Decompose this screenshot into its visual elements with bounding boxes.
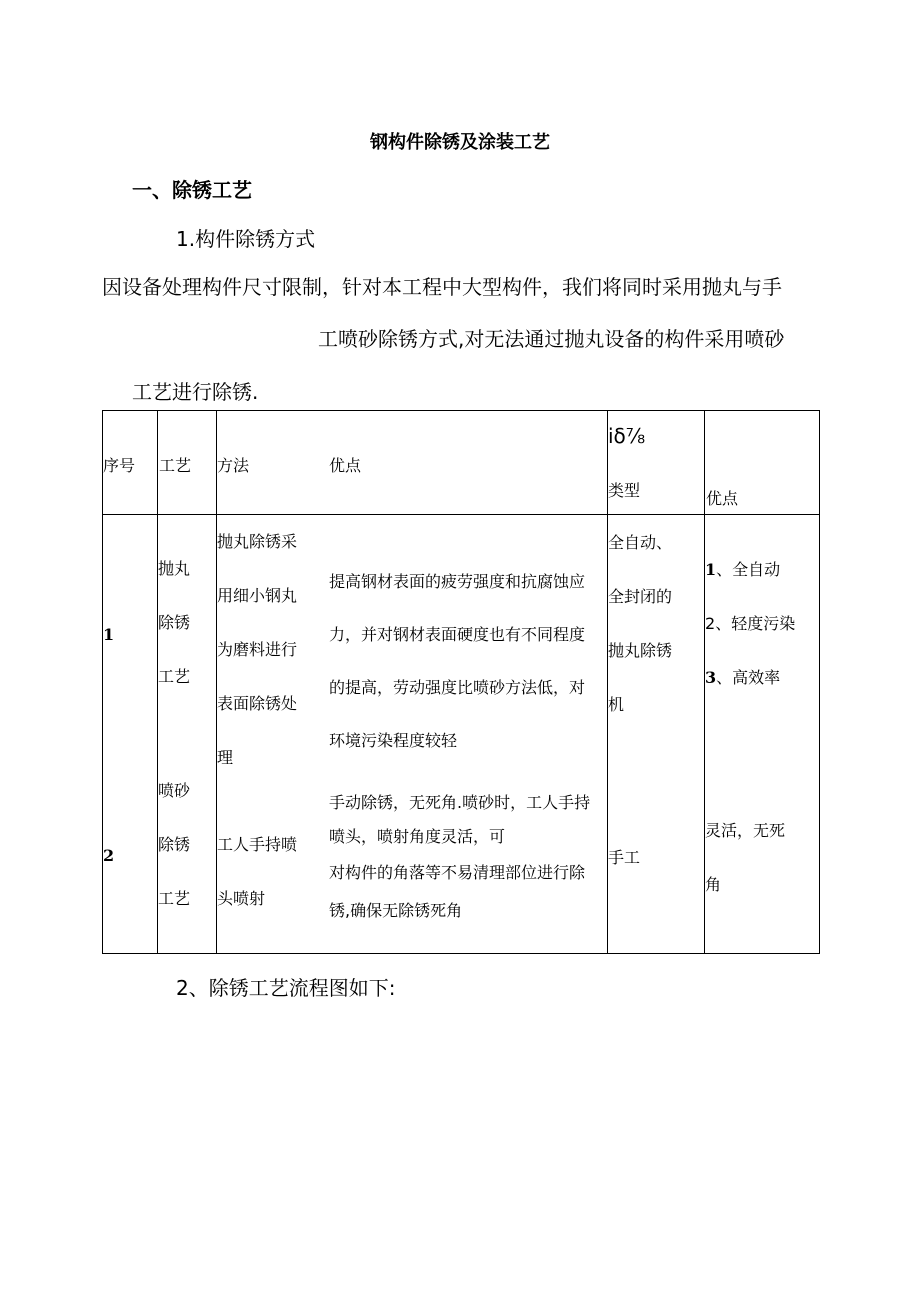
row-1-advantages-line: 的提高，劳动强度比喷砂方法低，对 [329,678,586,697]
header-process: 工艺 [159,456,192,475]
row-1-advantage-item [705,543,795,597]
table-border-top [102,410,820,411]
row-1-advantage-text: 、高效率 [716,668,781,687]
row-1-advantage-number: 3 [705,668,717,687]
row-1-method-line: 理 [217,748,234,767]
row-1-process [158,542,190,704]
row-1-advantages-2 [705,543,795,705]
row-2-advantages-line: 手动除锈，无死角.喷砂时，工人手持 [329,793,591,812]
row-2-advantages [329,780,590,924]
table-border-left [102,410,103,954]
row-1-process-line: 抛丸 [158,559,191,578]
row-2-method-line: 头喷射 [217,889,266,908]
row-1-no: 1 [103,625,115,644]
row-1-advantages [329,555,585,767]
row-1-advantage-number: 1 [705,560,717,579]
header-no: 序号 [103,456,136,475]
row-1-advantages-line: 环境污染程度较轻 [329,731,458,750]
rust-removal-table [102,410,820,954]
header-equipment-type: 类型 [608,481,641,500]
table-header-divider [102,514,820,515]
header-method: 方法 [217,456,250,475]
paragraph-line-1: 因设备处理构件尺寸限制，针对本工程中大型构件，我们将同时采用抛丸与手 [102,275,782,299]
row-2-process [158,764,190,926]
row-2-advantages-2-line: 角 [705,875,722,894]
row-2-advantages-2 [705,804,785,912]
document-title: 钢构件除锈及涂装工艺 [370,132,550,153]
row-1-advantage-item [705,597,795,651]
row-1-method-line: 用细小钢丸 [217,586,298,605]
header-advantages: 优点 [329,456,362,475]
row-2-method-line: 工人手持喷 [217,835,298,854]
row-1-method-line: 为磨料进行 [217,640,298,659]
row-1-advantage-item [705,651,795,705]
header-advantages-2: 优点 [706,489,739,508]
table-border-right [819,410,820,954]
row-1-method-line: 表面除锈处 [217,694,298,713]
row-1-advantage-number: 2 [705,614,716,633]
paragraph-line-3: 工艺进行除锈. [132,380,259,404]
row-2-process-line: 工艺 [158,889,191,908]
row-2-advantages-2-line: 灵活，无死 [705,821,786,840]
row-1-method [217,515,297,785]
row-1-equipment-line: 全封闭的 [608,587,673,606]
table-border-bottom [102,953,820,954]
row-1-equipment-line: 全自动、 [608,533,673,552]
paragraph-line-2: 工喷砂除锈方式,对无法通过抛丸设备的构件采用喷砂 [318,327,785,351]
row-2-equipment: 手工 [608,848,641,867]
row-1-process-line: 工艺 [158,667,191,686]
row-2-no: 2 [103,846,115,865]
header-equipment-glyph: iδ⅞ [608,424,646,448]
row-1-advantage-text: 、轻度污染 [715,614,796,633]
subheading-rust-removal-method: 1.构件除锈方式 [176,227,316,251]
row-2-advantages-line: 对构件的角落等不易清理部位进行除 [329,863,586,882]
row-2-process-line: 除锈 [158,835,191,854]
section-heading-rust-removal: 一、除锈工艺 [132,178,252,202]
row-1-process-line: 除锈 [158,613,191,632]
row-1-equipment-line: 机 [608,695,625,714]
row-2-method [217,818,297,926]
row-2-advantages-line: 锈,确保无除锈死角 [329,901,463,920]
row-2-advantages-line: 喷头，喷射角度灵活，可 [329,827,506,846]
row-1-equipment [608,516,672,732]
subheading-process-flowchart: 2、除锈工艺流程图如下: [176,976,396,1000]
row-1-advantages-line: 力，并对钢材表面硬度也有不同程度 [329,625,586,644]
row-1-advantages-line: 提高钢材表面的疲劳强度和抗腐蚀应 [329,572,586,591]
row-1-equipment-line: 抛丸除锈 [608,641,673,660]
row-1-method-line: 抛丸除锈采 [217,532,298,551]
row-1-advantage-text: 、全自动 [716,560,781,579]
row-2-process-line: 喷砂 [158,781,191,800]
